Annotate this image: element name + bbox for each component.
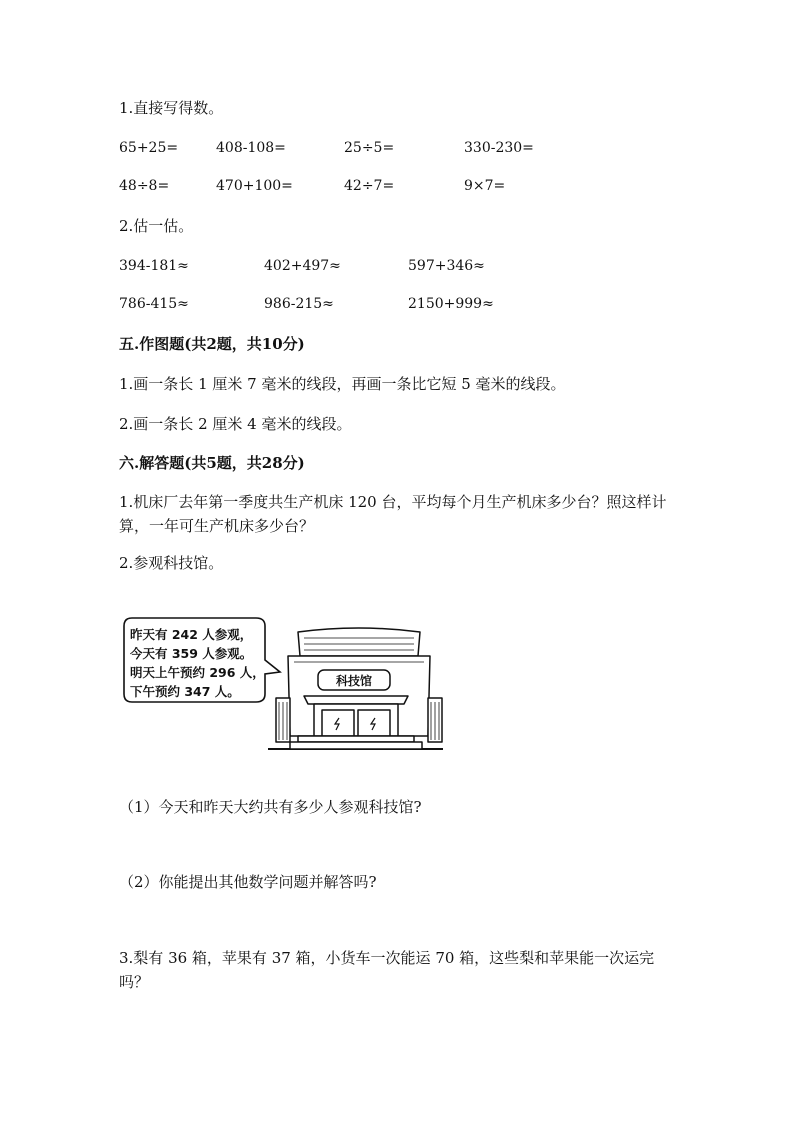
calc-item: 330-230=: [464, 140, 534, 156]
bubble-line: 明天上午预约 296 人，: [130, 665, 265, 680]
estimate-item: 786-415≈: [119, 296, 189, 312]
calc-item: 25÷5=: [344, 140, 395, 156]
word-problem-1: 1.机床厂去年第一季度共生产机床 120 台，平均每个月生产机床多少台？照这样计算，一年可生产机床多少台？: [119, 493, 667, 535]
calc-item: 470+100=: [216, 178, 293, 194]
calc-item: 65+25=: [119, 140, 179, 156]
calc-item: 48÷8=: [119, 178, 170, 194]
question-1-direct-calc-title: 1.直接写得数。: [119, 99, 224, 117]
estimate-item: 2150+999≈: [408, 296, 494, 312]
word-problem-2-subquestion-1: （1）今天和昨天大约共有多少人参观科技馆?: [119, 798, 422, 816]
science-museum-illustration: [118, 610, 448, 758]
bubble-line: 下午预约 347 人。: [130, 684, 240, 699]
drawing-question-2: 2.画一条长 2 厘米 4 毫米的线段。: [119, 415, 352, 433]
section-6-heading: 六.解答题(共5题，共28分): [119, 454, 305, 472]
section-5-heading: 五.作图题(共2题，共10分): [119, 335, 305, 353]
drawing-question-1: 1.画一条长 1 厘米 7 毫米的线段，再画一条比它短 5 毫米的线段。: [119, 375, 566, 393]
speech-bubble: [124, 618, 280, 702]
word-problem-2-subquestion-2: （2）你能提出其他数学问题并解答吗?: [119, 873, 377, 891]
estimate-item: 402+497≈: [264, 258, 341, 274]
word-problem-3: 3.梨有 36 箱，苹果有 37 箱，小货车一次能运 70 箱，这些梨和苹果能一次运完吗？: [119, 949, 655, 991]
estimate-item: 597+346≈: [408, 258, 485, 274]
museum-building: [268, 628, 443, 749]
calc-item: 42÷7=: [344, 178, 395, 194]
museum-sign-label: 科技馆: [335, 674, 373, 688]
question-2-estimate-title: 2.估一估。: [119, 217, 194, 235]
bubble-line: 今天有 359 人参观。: [130, 646, 253, 661]
bubble-line: 昨天有 242 人参观，: [130, 627, 253, 642]
estimate-item: 394-181≈: [119, 258, 189, 274]
calc-item: 408-108=: [216, 140, 286, 156]
estimate-item: 986-215≈: [264, 296, 334, 312]
word-problem-2-title: 2.参观科技馆。: [119, 554, 224, 572]
calc-item: 9×7=: [464, 178, 506, 194]
